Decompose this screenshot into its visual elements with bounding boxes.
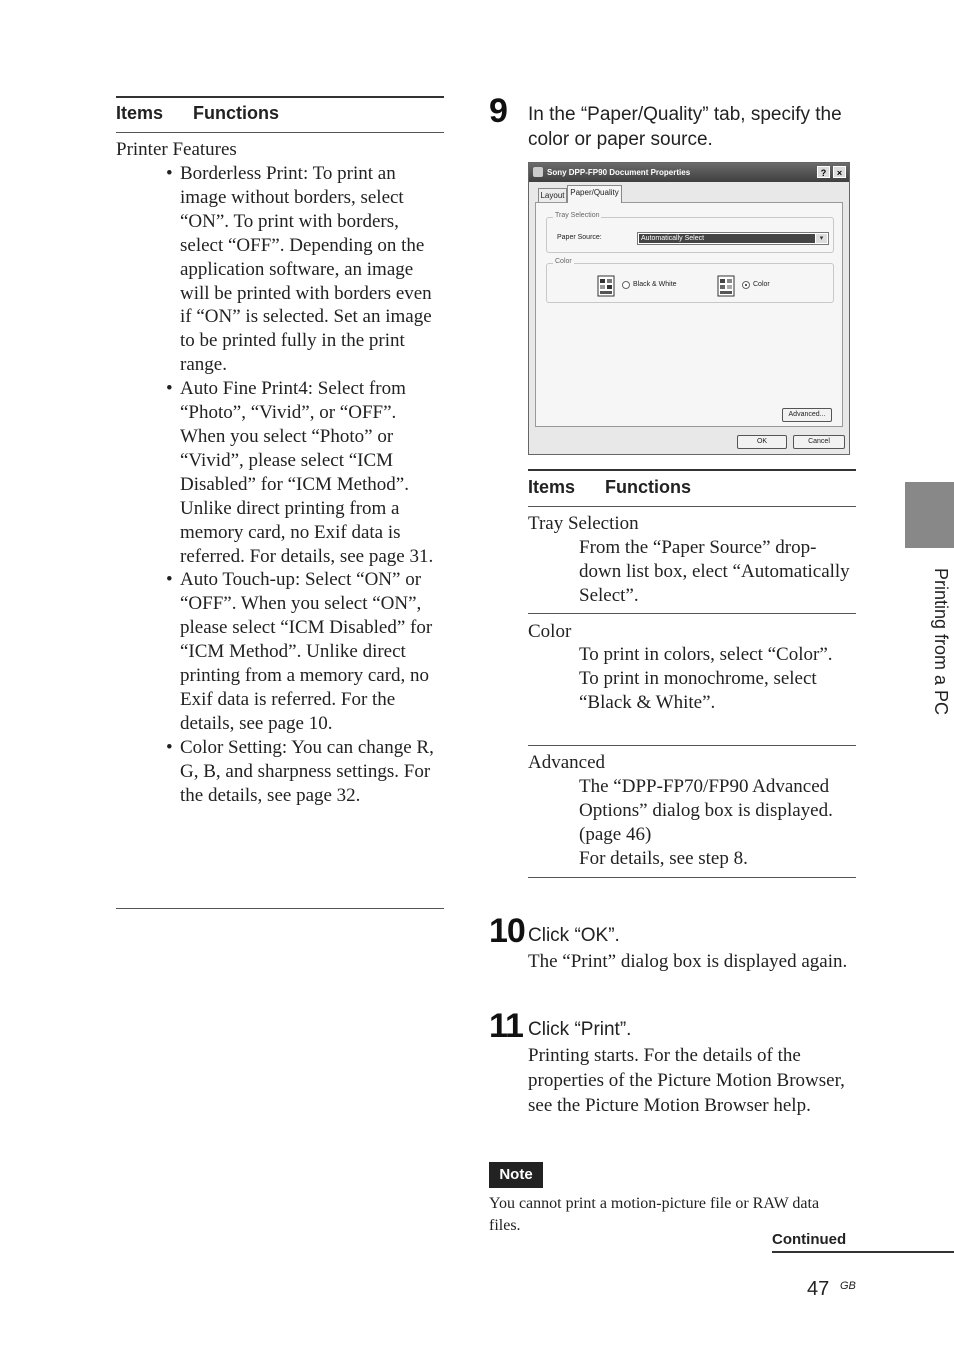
chevron-down-icon[interactable]: ▾ xyxy=(816,234,827,243)
paper-source-value: Automatically Select xyxy=(639,234,815,243)
row-color-desc: To print in colors, select “Color”. To print in monochrome, select “Black & White”. xyxy=(579,644,833,713)
dialog-title: Sony DPP-FP90 Document Properties xyxy=(547,168,691,177)
page-suffix: GB xyxy=(840,1280,856,1292)
bullet-auto-fine-print: Auto Fine Print4: Select from “Photo”, “Vivid”, or “OFF”. When you select “Photo” or “Vivid”, please select “ICM Disabled” for “ICM Method”. Unlike direct printing from a memory card, no Exif data is referred. For details, see page 31. xyxy=(180,378,434,567)
note-text: You cannot print a motion-picture file or RAW data files. xyxy=(489,1195,820,1234)
continued-label: Continued xyxy=(772,1231,847,1248)
right-header-functions: Functions xyxy=(605,477,691,497)
list-item: • Auto Touch-up: Select “ON” or “OFF”. When you select “ON”, please select “ICM Disabled” for “ICM Method”. Unlike direct printing from a memory card, no Exif data is referred. For the details, see page 10. xyxy=(166,569,433,734)
list-item: • Auto Fine Print4: Select from “Photo”, “Vivid”, or “OFF”. When you select “Photo” or “Vivid”, please select “ICM Disabled” for “ICM Method”. Unlike direct printing from a memory card, no Exif data is referred. For details, see page 31. xyxy=(166,378,434,567)
paper-source-label: Paper Source: xyxy=(557,234,602,241)
right-table-top-rule xyxy=(528,469,856,471)
continued-rule xyxy=(772,1251,954,1253)
row-tray-selection-desc: From the “Paper Source” drop-down list box, elect “Automatically Select”. xyxy=(579,537,850,606)
row-advanced-desc: The “DPP-FP70/FP90 Advanced Options” dialog box is displayed. (page 46) xyxy=(579,776,833,845)
bullet-color-setting: Color Setting: You can change R, G, B, and sharpness settings. For the details, see page 32. xyxy=(180,736,434,806)
step-10-body: The “Print” dialog box is displayed again. xyxy=(528,951,848,972)
step-9-number: 9 xyxy=(489,92,507,130)
page-number: 47 xyxy=(807,1278,830,1300)
table-row-divider xyxy=(528,613,856,614)
list-item: • Color Setting: You can change R, G, B, and sharpness settings. For the details, see page 32. xyxy=(166,736,434,806)
document-properties-dialog xyxy=(528,162,850,455)
list-item: • Borderless Print: To print an image without borders, select “ON”. To print with borders, select “OFF”. Depending on the application software, an image will be printed with borders even if “ON” is selected. Set an image to be printed fully in the print range. xyxy=(166,163,432,376)
help-button[interactable]: ? xyxy=(817,166,830,178)
step-9-instruction: In the “Paper/Quality” tab, specify the color or paper source. xyxy=(528,104,842,150)
step-11-number: 11 xyxy=(489,1007,523,1045)
step-10-number: 10 xyxy=(489,912,525,950)
dialog-title-bar xyxy=(529,163,849,182)
row-advanced-desc-2: For details, see step 8. xyxy=(579,848,748,869)
ok-button[interactable]: OK xyxy=(737,435,787,449)
left-table-bottom-rule xyxy=(116,908,444,909)
left-table-top-rule xyxy=(116,96,444,98)
section-printer-features: Printer Features xyxy=(116,139,237,160)
table-row-divider xyxy=(528,745,856,746)
left-header-items: Items xyxy=(116,103,164,123)
printer-icon xyxy=(533,167,543,177)
black-white-radio[interactable] xyxy=(622,281,630,289)
left-header-functions: Functions xyxy=(193,103,279,123)
note-badge: Note xyxy=(489,1162,543,1188)
left-header-rule xyxy=(116,132,444,133)
row-color-item: Color xyxy=(528,621,572,642)
color-option-label: Color xyxy=(753,281,770,288)
tray-selection-label: Tray Selection xyxy=(555,212,600,219)
paper-quality-panel xyxy=(535,202,843,427)
close-button[interactable]: × xyxy=(833,166,846,178)
step-11-title: Click “Print”. xyxy=(528,1019,632,1040)
color-group xyxy=(546,258,834,303)
row-tray-selection-item: Tray Selection xyxy=(528,513,639,534)
row-advanced-item: Advanced xyxy=(528,752,606,773)
bullet-borderless-print: Borderless Print: To print an image without borders, select “ON”. To print with borders, select “OFF”. Depending on the application software, an image will be printed with borders even if “ON” is selected. Set an image to be printed fully in the print range. xyxy=(180,163,432,376)
printer-features-list xyxy=(166,162,446,807)
paper-source-dropdown[interactable] xyxy=(637,232,829,245)
right-table-bottom-rule xyxy=(528,877,856,878)
advanced-button[interactable]: Advanced... xyxy=(782,408,832,422)
side-section-label: Printing from a PC xyxy=(931,568,951,716)
black-white-icon xyxy=(597,275,615,297)
bullet-auto-touch-up: Auto Touch-up: Select “ON” or “OFF”. When you select “ON”, please select “ICM Disabled” for “ICM Method”. Unlike direct printing from a memory card, no Exif data is referred. For the details, see page 10. xyxy=(180,569,433,734)
tab-paper-quality[interactable]: Paper/Quality xyxy=(567,185,622,203)
right-header-rule xyxy=(528,506,856,507)
step-11-body: Printing starts. For the details of the properties of the Picture Motion Browser, see the Picture Motion Browser help. xyxy=(528,1045,845,1116)
color-icon xyxy=(717,275,735,297)
tray-selection-group xyxy=(546,212,834,253)
side-tab-marker xyxy=(905,482,954,548)
cancel-button[interactable]: Cancel xyxy=(793,435,845,449)
color-group-label: Color xyxy=(555,258,572,265)
tab-layout[interactable]: Layout xyxy=(538,188,567,202)
step-10-title: Click “OK”. xyxy=(528,925,620,946)
right-header-items: Items xyxy=(528,477,576,497)
black-white-label: Black & White xyxy=(633,281,677,288)
color-radio[interactable] xyxy=(742,281,750,289)
